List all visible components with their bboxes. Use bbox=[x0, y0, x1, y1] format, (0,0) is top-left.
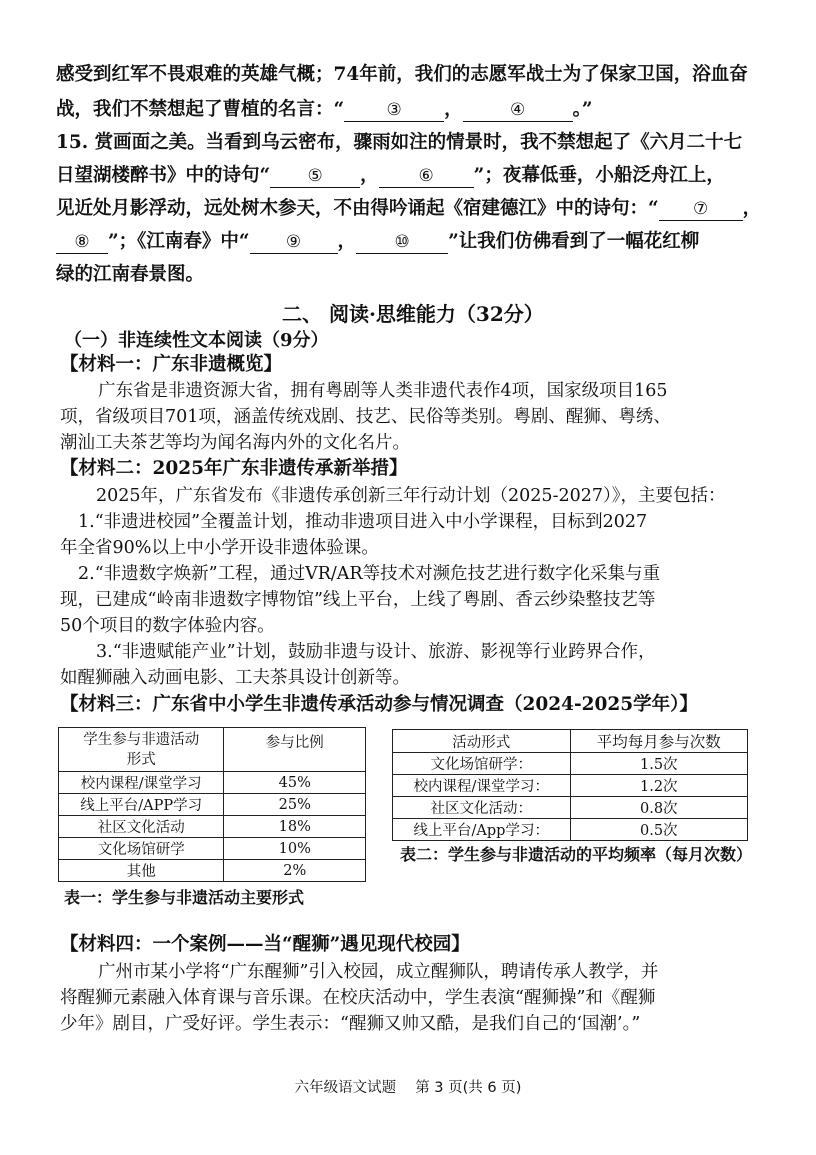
q15-line-5: 绿的江南春景图。 bbox=[56, 264, 205, 285]
table-cell: 10% bbox=[224, 838, 366, 860]
table-cell: 1.5次 bbox=[570, 753, 747, 775]
table-1-header bbox=[59, 728, 366, 772]
table-row bbox=[393, 753, 748, 775]
table-cell: 0.8次 bbox=[570, 797, 747, 819]
table-cell: 文化场馆研学 bbox=[59, 838, 224, 860]
blank-10[interactable]: ⑩ bbox=[356, 231, 448, 254]
q15-line-4: ⑧ ”；《江南春》中“ ⑨ ， ⑩ ”让我们仿佛看到了一幅花红柳 bbox=[56, 229, 699, 255]
blank-3[interactable]: ③ bbox=[344, 99, 444, 122]
material-2-line-4: 2.“非遗数字焕新”工程，通过VR/AR等技术对濒危技艺进行数字化采集与重 bbox=[78, 564, 661, 584]
q14-line-2: 战，我们不禁想起了曹植的名言：“ ③ ， ④ 。” bbox=[56, 99, 593, 120]
table-cell: 社区文化活动 bbox=[59, 816, 224, 838]
table-cell: 校内课程/课堂学习 bbox=[59, 772, 224, 794]
material-1-line-2: 项，省级项目701项，涵盖传统戏剧、技艺、民俗等类别。粤剧、醒狮、粤绣、 bbox=[60, 407, 671, 427]
q15-line-2: 日望湖楼醉书》中的诗句“ ⑤ ， ⑥ ”；夜幕低垂，小船泛舟江上， bbox=[56, 165, 725, 186]
table-2-caption: 表二：学生参与非遗活动的平均频率（每月次数） bbox=[400, 845, 753, 864]
material-2-line-3: 年全省90%以上中小学开设非遗体验课。 bbox=[60, 538, 379, 558]
material-3-title: 【材料三：广东省中小学生非遗传承活动参与情况调查（2024-2025学年）】 bbox=[60, 694, 698, 715]
table-row bbox=[59, 838, 366, 860]
table-row bbox=[393, 775, 748, 797]
table-cell: 2% bbox=[224, 860, 366, 882]
table-cell: 社区文化活动： bbox=[393, 797, 571, 819]
table-1-caption: 表一：学生参与非遗活动主要形式 bbox=[64, 888, 305, 907]
table-1 bbox=[58, 727, 366, 882]
material-2-line-8: 如醒狮融入动画电影、工夫茶具设计创新等。 bbox=[60, 668, 410, 688]
q14-line-1: 感受到红军不畏艰难的英雄气概；74年前，我们的志愿军战士为了保家卫国，浴血奋 bbox=[56, 64, 748, 85]
table-2-header bbox=[393, 730, 748, 753]
table-cell: 文化场馆研学： bbox=[393, 753, 571, 775]
material-4-line-1: 广州市某小学将“广东醒狮”引入校园，成立醒狮队，聘请传承人教学，并 bbox=[98, 962, 659, 982]
table-cell: 0.5次 bbox=[570, 819, 747, 841]
page-footer: 六年级语文试题 第 3 页(共 6 页) bbox=[294, 1080, 522, 1096]
material-1-line-3: 潮汕工夫茶艺等均为闻名海内外的文化名片。 bbox=[60, 433, 410, 453]
q14-text: 战，我们不禁想起了曹植的名言：“ bbox=[56, 99, 345, 120]
material-2-line-7: 3.“非遗赋能产业”计划，鼓励非遗与设计、旅游、影视等行业跨界合作， bbox=[96, 642, 656, 662]
blank-9[interactable]: ⑨ bbox=[250, 231, 338, 254]
table-1-header-form: 学生参与非遗活动 形式 bbox=[59, 728, 224, 772]
table-cell: 45% bbox=[224, 772, 366, 794]
table-1-header-ratio: 参与比例 bbox=[224, 728, 366, 772]
material-2-title: 【材料二：2025年广东非遗传承新举措】 bbox=[60, 458, 408, 479]
material-2-line-5: 现，已建成“岭南非遗数字博物馆”线上平台，上线了粤剧、香云纱染整技艺等 bbox=[60, 590, 656, 610]
material-4-title: 【材料四：一个案例——当“醒狮”遇见现代校园】 bbox=[60, 934, 470, 955]
material-1-title: 【材料一：广东非遗概览】 bbox=[60, 354, 283, 375]
blank-6[interactable]: ⑥ bbox=[379, 165, 474, 188]
table-row bbox=[59, 816, 366, 838]
material-2-line-1: 2025年，广东省发布《非遗传承创新三年行动计划（2025-2027）》，主要包括： bbox=[96, 486, 726, 506]
table-cell: 线上平台/APP学习 bbox=[59, 794, 224, 816]
blank-5[interactable]: ⑤ bbox=[270, 165, 360, 188]
blank-8[interactable]: ⑧ bbox=[56, 231, 108, 254]
table-2-header-form: 活动形式 bbox=[393, 730, 571, 753]
table-cell: 25% bbox=[224, 794, 366, 816]
material-2-line-2: 1.“非遗进校园”全覆盖计划，推动非遗项目进入中小学课程，目标到2027 bbox=[78, 512, 648, 532]
table-row bbox=[59, 772, 366, 794]
material-2-line-6: 50个项目的数字体验内容。 bbox=[60, 616, 275, 636]
q15-line-3: 见近处月影浮动，远处树木参天，不由得吟诵起《宿建德江》中的诗句：“ ⑦ ， bbox=[56, 198, 762, 219]
subsection-title: （一）非连续性文本阅读（9分） bbox=[64, 330, 329, 351]
table-cell: 18% bbox=[224, 816, 366, 838]
material-4-line-2: 将醒狮元素融入体育课与音乐课。在校庆活动中，学生表演“醒狮操”和《醒狮 bbox=[60, 988, 656, 1008]
table-row bbox=[59, 794, 366, 816]
table-row bbox=[59, 860, 366, 882]
table-2-header-freq: 平均每月参与次数 bbox=[570, 730, 747, 753]
table-row bbox=[393, 797, 748, 819]
table-2 bbox=[392, 729, 748, 841]
material-1-line-1: 广东省是非遗资源大省，拥有粤剧等人类非遗代表作4项，国家级项目165 bbox=[98, 381, 668, 401]
q15-line-1: 15. 赏画面之美。当看到乌云密布，骤雨如注的情景时，我不禁想起了《六月二十七 bbox=[56, 132, 743, 153]
material-4-line-3: 少年》剧目，广受好评。学生表示：“醒狮又帅又酷，是我们自己的‘国潮’。” bbox=[60, 1014, 641, 1034]
table-cell: 1.2次 bbox=[570, 775, 747, 797]
table-cell: 其他 bbox=[59, 860, 224, 882]
table-row bbox=[393, 819, 748, 841]
table-cell: 线上平台/App学习： bbox=[393, 819, 571, 841]
section-title: 二、 阅读·思维能力（32分） bbox=[282, 302, 544, 326]
table-cell: 校内课程/课堂学习： bbox=[393, 775, 571, 797]
blank-4[interactable]: ④ bbox=[463, 99, 573, 122]
blank-7[interactable]: ⑦ bbox=[659, 198, 743, 221]
